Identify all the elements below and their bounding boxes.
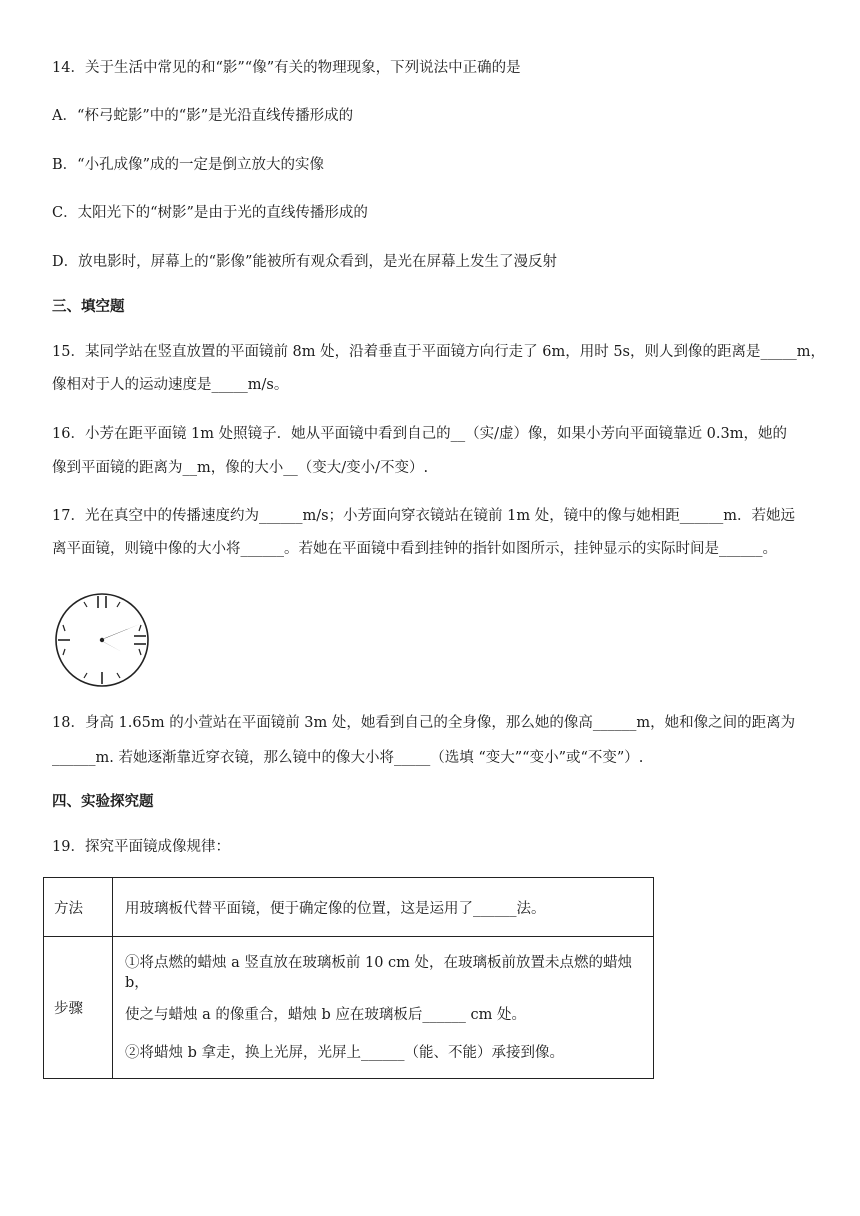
q14-stem: 14．关于生活中常见的和“影”“像”有关的物理现象，下列说法中正确的是 [52,60,521,76]
q15-line-1: 15．某同学站在竖直放置的平面镜前 8m 处，沿着垂直于平面镜方向行走了 6m，用时 5s，则人到像的距离是_____m， [52,344,825,360]
steps-content [113,937,654,1079]
step-1-line-1: ①将点燃的蜡烛 a 竖直放在玻璃板前 10 cm 处，在玻璃板前放置未点燃的蜡烛 b， [125,954,633,991]
table-row [44,878,654,937]
q17-line-1: 17．光在真空中的传播速度约为______m/s；小芳面向穿衣镜站在镜前 1m 处，镜中的像与她相距______m．若她远 [52,508,795,524]
q16-line-1: 16．小芳在距平面镜 1m 处照镜子．她从平面镜中看到自己的__（实/虚）像，如果小芳向平面镜靠近 0.3m，她的 [52,426,787,442]
q14-option-b: B．“小孔成像”成的一定是倒立放大的实像 [52,157,324,173]
q18-line-2: ______m. 若她逐渐靠近穿衣镜，那么镜中的像大小将_____（选填 “变大”“变小”或“不变”）. [52,750,644,766]
q17-line-2: 离平面镜，则镜中像的大小将______。若她在平面镜中看到挂钟的指针如图所示，挂钟显示的实际时间是______。 [52,541,777,557]
step-1-line-2: 使之与蜡烛 a 的像重合，蜡烛 b 应在玻璃板后______ cm 处。 [125,1006,526,1023]
method-label: 方法 [44,878,113,937]
method-content: 用玻璃板代替平面镜，便于确定像的位置，这是运用了______法。 [113,878,654,937]
q14-option-d: D．放电影时，屏幕上的“影像”能被所有观众看到，是光在屏幕上发生了漫反射 [52,254,557,270]
q15-line-2: 像相对于人的运动速度是_____m/s。 [52,377,289,393]
experiment-table [43,877,654,1079]
q14-option-c: C．太阳光下的“树影”是由于光的直线传播形成的 [52,205,368,221]
q16-line-2: 像到平面镜的距离为__m，像的大小__（变大/变小/不变）. [52,460,429,476]
section-heading-experiment: 四、实验探究题 [52,793,154,810]
steps-label: 步骤 [44,937,113,1079]
step-2: ②将蜡烛 b 拿走，换上光屏，光屏上______（能、不能）承接到像。 [125,1044,564,1061]
q14-option-a: A．“杯弓蛇影”中的“影”是光沿直线传播形成的 [52,108,354,124]
mirrored-clock-figure [52,590,152,690]
q19-stem: 19．探究平面镜成像规律： [52,839,230,855]
table-row [44,937,654,1079]
q18-line-1: 18．身高 1.65m 的小萱站在平面镜前 3m 处，她看到自己的全身像，那么她的像高______m，她和像之间的距离为 [52,715,796,731]
section-heading-fill-blank: 三、填空题 [52,298,125,315]
